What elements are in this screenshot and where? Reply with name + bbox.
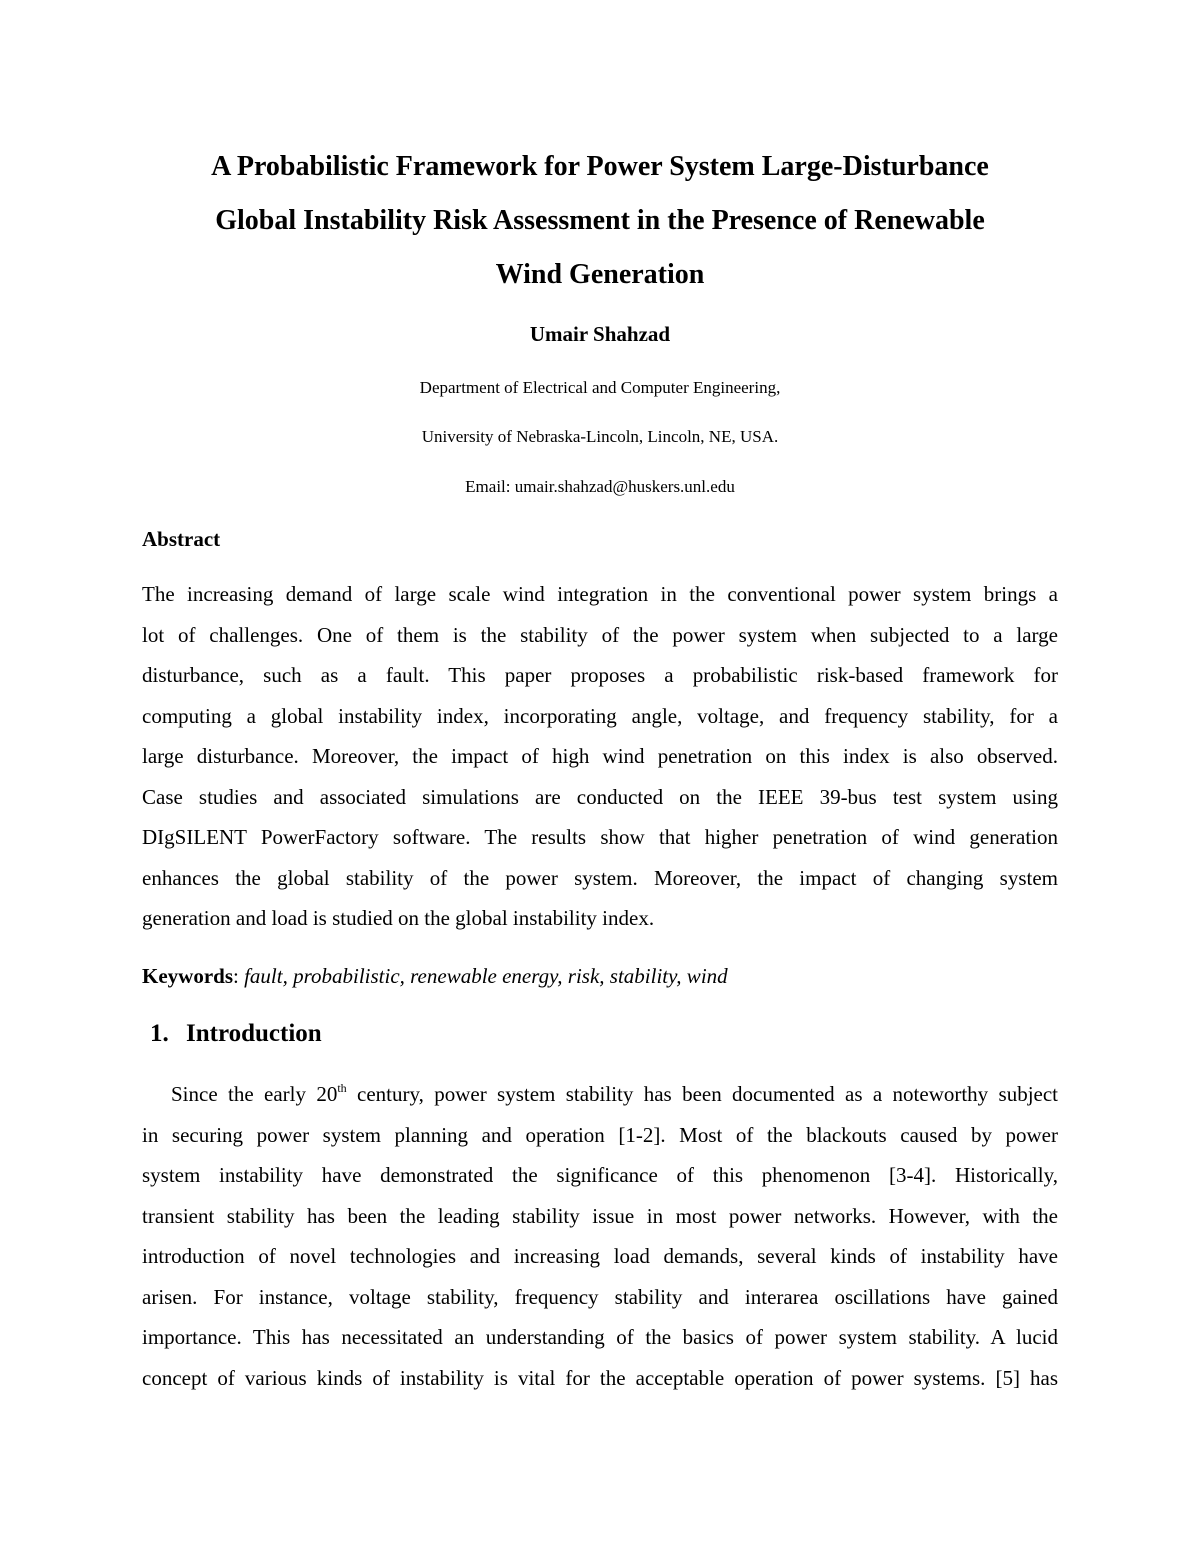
author-name: Umair Shahzad <box>529 322 671 346</box>
introduction-line: in securing power system planning and operation [1-2]. Most of the blackouts caused by power <box>142 1122 1058 1147</box>
introduction-line <box>142 1074 1058 1115</box>
abstract-line: computing a global instability index, incorporating angle, voltage, and frequency stability, for a <box>142 703 1058 728</box>
paper-title <box>142 140 1058 302</box>
abstract-line: generation and load is studied on the global instability index. <box>142 906 655 930</box>
abstract-line: DIgSILENT PowerFactory software. The results show that higher penetration of wind generation <box>142 825 1058 849</box>
section-number: 1. <box>150 1020 169 1047</box>
abstract-body <box>142 574 1058 939</box>
abstract-line: The increasing demand of large scale wind integration in the conventional power system brings a <box>142 582 1058 606</box>
introduction-line: system instability have demonstrated the significance of this phenomenon [3-4]. Historically, <box>142 1163 1058 1187</box>
affiliation-department: Department of Electrical and Computer Engineering, <box>419 378 781 397</box>
introduction-line: importance. This has necessitated an understanding of the basics of power system stability. A lucid <box>142 1325 1058 1349</box>
abstract-line: lot of challenges. One of them is the stability of the power system when subjected to a large <box>142 622 1058 647</box>
keywords <box>142 961 728 991</box>
affiliation-university: University of Nebraska-Lincoln, Lincoln, NE, USA. <box>421 427 779 446</box>
intro-text-after-sup: century, power system stability has been documented as a noteworthy subject <box>346 1082 1059 1106</box>
affiliation-email: Email: umair.shahzad@huskers.unl.edu <box>465 477 735 496</box>
title-line: A Probabilistic Framework for Power System Large-Disturbance <box>211 151 989 182</box>
abstract-line: enhances the global stability of the power system. Moreover, the impact of changing system <box>142 865 1058 890</box>
section-title: Introduction <box>186 1020 322 1047</box>
abstract-line: Case studies and associated simulations are conducted on the IEEE 39-bus test system using <box>142 784 1058 809</box>
intro-text-before-sup: Since the early 20 <box>171 1082 338 1106</box>
abstract-line: disturbance, such as a fault. This paper proposes a probabilistic risk-based framework for <box>142 663 1058 687</box>
abstract-line: large disturbance. Moreover, the impact of high wind penetration on this index is also observed. <box>142 744 1058 768</box>
section-heading-introduction <box>150 1018 322 1050</box>
keywords-label: Keywords <box>142 964 233 988</box>
introduction-body <box>142 1074 1058 1398</box>
introduction-line: arisen. For instance, voltage stability, frequency stability and interarea oscillations have gained <box>142 1284 1058 1309</box>
abstract-heading: Abstract <box>142 527 221 551</box>
title-line: Global Instability Risk Assessment in the Presence of Renewable <box>215 205 985 236</box>
ordinal-superscript: th <box>337 1081 347 1095</box>
introduction-line: transient stability has been the leading stability issue in most power networks. However, with the <box>142 1203 1058 1228</box>
keywords-list: fault, probabilistic, renewable energy, risk, stability, wind <box>244 964 728 988</box>
introduction-line: concept of various kinds of instability is vital for the acceptable operation of power systems. [5] has <box>142 1365 1058 1390</box>
title-line: Wind Generation <box>495 259 705 290</box>
keywords-separator: : <box>233 964 245 988</box>
introduction-line: introduction of novel technologies and increasing load demands, several kinds of instability have <box>142 1244 1058 1268</box>
